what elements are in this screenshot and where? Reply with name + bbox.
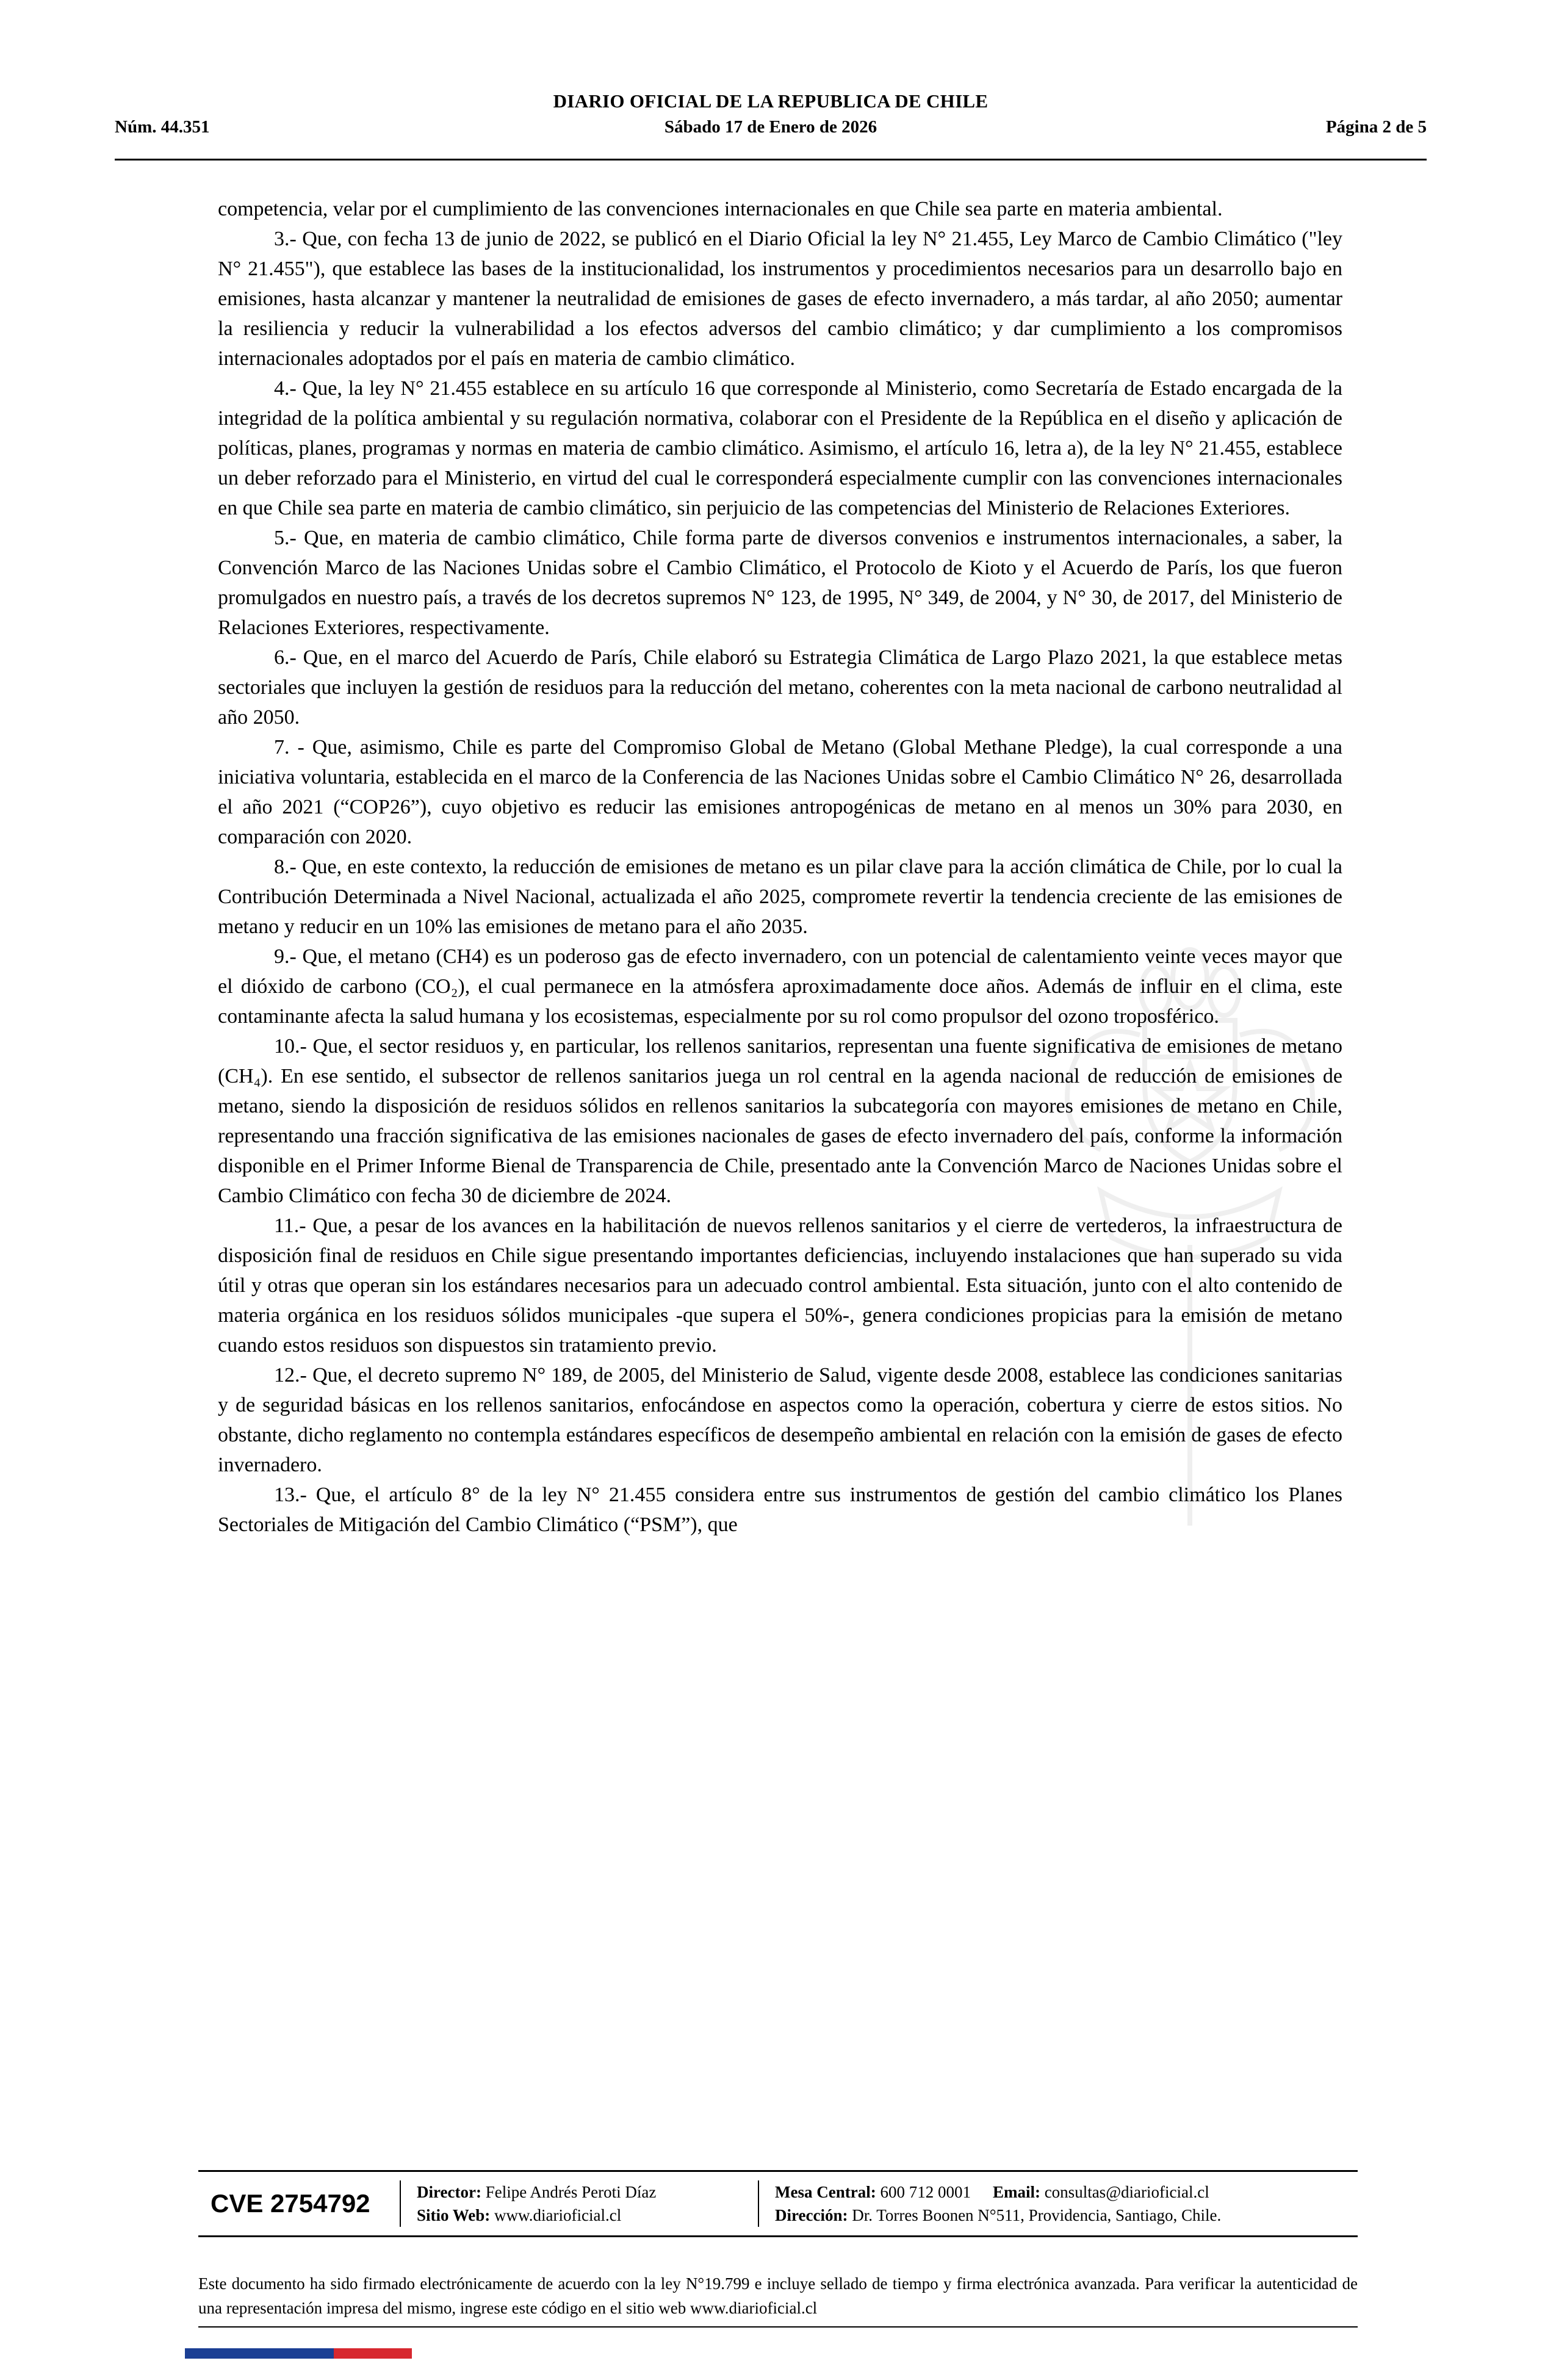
director-line xyxy=(417,2180,742,2204)
document-body xyxy=(218,194,1342,1540)
paragraph: 12.- Que, el decreto supremo N° 189, de 2005, del Ministerio de Salud, vigente desde 2008, establece las condiciones sanitarias y de seguridad básicas en los rellenos sanitarios, enfocándose en aspectos como la operación, cobertura y cierre de estos sitios. No obstante, dicho reglamento no contempla estándares específicos de desempeño ambiental en relación con la emisión de gases de efecto invernadero. xyxy=(218,1364,1342,1476)
header-divider xyxy=(115,159,1427,160)
header-center xyxy=(115,90,1427,137)
paragraph: 3.- Que, con fecha 13 de junio de 2022, se publicó en el Diario Oficial la ley N° 21.455, Ley Marco de Cambio Climático ("ley N° 21.455"), que establece las bases de la institucionalidad, los instrumentos y procedimientos necesarios para un desarrollo bajo en emisiones, hasta alcanzar y mantener la neutralidad de emisiones de gases de efecto invernadero, a más tardar, al año 2050; aumentar la resiliencia y reducir la vulnerabilidad a los efectos adversos del cambio climático; y dar cumplimiento a los compromisos internacionales adoptados por el país en materia de cambio climático. xyxy=(218,228,1342,370)
mesa-central-label: Mesa Central: xyxy=(775,2183,876,2201)
paragraph: 4.- Que, la ley N° 21.455 establece en su artículo 16 que corresponde al Ministerio, como Secretaría de Estado encargada de la integridad de la política ambiental y su regulación normativa, colaborar con el Presidente de la República en el diseño y aplicación de políticas, planes, programas y normas en materia de cambio climático. Asimismo, el artículo 16, letra a), de la ley N° 21.455, establece un deber reforzado para el Ministerio, en virtud del cual le corresponderá especialmente cumplir con las convenciones internacionales en que Chile sea parte en materia de cambio climático, sin perjuicio de las competencias del Ministerio de Relaciones Exteriores. xyxy=(218,377,1342,519)
cve-footer-box xyxy=(198,2170,1358,2237)
email-value: consultas@diarioficial.cl xyxy=(1044,2183,1209,2201)
sitio-web-value: www.diarioficial.cl xyxy=(494,2206,622,2224)
director-value: Felipe Andrés Peroti Díaz xyxy=(485,2183,657,2201)
page-header xyxy=(115,90,1427,137)
mesa-central-line xyxy=(775,2180,1342,2204)
direccion-line xyxy=(775,2204,1342,2227)
paragraph: 10.- Que, el sector residuos y, en particular, los rellenos sanitarios, representan una fuente significativa de emisiones de metano (CH₄). En ese sentido, el subsector de rellenos sanitarios juega un rol central en la agenda nacional de reducción de emisiones de metano, siendo la disposición de residuos sólidos en rellenos sanitarios la subcategoría con mayores emisiones de metano en Chile, representando una fracción significativa de las emisiones nacionales de gases de efecto invernadero del país, conforme la información disponible en el Primer Informe Bienal de Transparencia de Chile, presentado ante la Convención Marco de Naciones Unidas sobre el Cambio Climático con fecha 30 de diciembre de 2024. xyxy=(218,1035,1342,1207)
bottom-divider xyxy=(198,2326,1358,2328)
signature-disclaimer: Este documento ha sido firmado electrónicamente de acuerdo con la ley N°19.799 e incluye sellado de tiempo y firma electrónica avanzada. Para verificar la autenticidad de una representación impresa del mismo, ingrese este código en el sitio web www.diarioficial.cl xyxy=(198,2274,1358,2317)
direccion-value: Dr. Torres Boonen N°511, Providencia, Santiago, Chile. xyxy=(852,2206,1222,2224)
direccion-label: Dirección: xyxy=(775,2206,848,2224)
page-indicator: Página 2 de 5 xyxy=(1325,117,1427,137)
cve-number: CVE 2754792 xyxy=(211,2189,370,2218)
flag-bar-red-segment xyxy=(334,2348,412,2359)
sitio-web-label: Sitio Web: xyxy=(417,2206,491,2224)
paragraph: competencia, velar por el cumplimiento de las convenciones internacionales en que Chile sea parte en materia ambiental. xyxy=(218,198,1223,220)
publication-date: Sábado 17 de Enero de 2026 xyxy=(664,117,877,137)
flag-bar xyxy=(185,2348,412,2359)
email-label: Email: xyxy=(992,2183,1040,2201)
paragraph: 5.- Que, en materia de cambio climático, Chile forma parte de diversos convenios e instrumentos internacionales, a saber, la Convención Marco de las Naciones Unidas sobre el Cambio Climático, el Protocolo de Kioto y el Acuerdo de París, los que fueron promulgados en nuestro país, a través de los decretos supremos N° 123, de 1995, N° 349, de 2004, y N° 30, de 2017, del Ministerio de Relaciones Exteriores, respectivamente. xyxy=(218,527,1342,639)
paragraph: 6.- Que, en el marco del Acuerdo de París, Chile elaboró su Estrategia Climática de Largo Plazo 2021, la que establece metas sectoriales que incluyen la gestión de residuos para la reducción del metano, coherentes con la meta nacional de carbono neutralidad al año 2050. xyxy=(218,646,1342,729)
paragraph: 7. - Que, asimismo, Chile es parte del Compromiso Global de Metano (Global Methane Pledge), la cual corresponde a una iniciativa voluntaria, establecida en el marco de la Conferencia de las Naciones Unidas sobre el Cambio Climático N° 26, desarrollada el año 2021 (“COP26”), cuyo objetivo es reducir las emisiones antropogénicas de metano en al menos un 30% para 2030, en comparación con 2020. xyxy=(218,736,1342,848)
paragraph: 13.- Que, el artículo 8° de la ley N° 21.455 considera entre sus instrumentos de gestión del cambio climático los Planes Sectoriales de Mitigación del Cambio Climático (“PSM”), que xyxy=(218,1484,1342,1536)
director-label: Director: xyxy=(417,2183,481,2201)
sitio-web-line xyxy=(417,2204,742,2227)
mesa-central-value: 600 712 0001 xyxy=(880,2183,971,2201)
paragraph: 8.- Que, en este contexto, la reducción de emisiones de metano es un pilar clave para la acción climática de Chile, por lo cual la Contribución Determinada a Nivel Nacional, actualizada el año 2025, compromete revertir la tendencia creciente de las emisiones de metano y reducir en un 10% las emisiones de metano para el año 2035. xyxy=(218,856,1342,938)
footer-contact-column xyxy=(759,2180,1358,2227)
footer-director-column xyxy=(401,2180,758,2227)
paragraph: 9.- Que, el metano (CH4) es un poderoso gas de efecto invernadero, con un potencial de calentamiento veinte veces mayor que el dióxido de carbono (CO₂), el cual permanece en la atmósfera aproximadamente doce años. Además de influir en el clima, este contaminante afecta la salud humana y los ecosistemas, especialmente por su rol como propulsor del ozono troposférico. xyxy=(218,945,1342,1028)
flag-bar-blue-segment xyxy=(185,2348,334,2359)
publication-title: DIARIO OFICIAL DE LA REPUBLICA DE CHILE xyxy=(553,90,989,112)
issue-number: Núm. 44.351 xyxy=(115,117,210,137)
paragraph: 11.- Que, a pesar de los avances en la habilitación de nuevos rellenos sanitarios y el cierre de vertederos, la infraestructura de disposición final de residuos en Chile sigue presentando importantes deficiencias, incluyendo instalaciones que han superado su vida útil y otras que operan sin los estándares necesarios para un adecuado control ambiental. Esta situación, junto con el alto contenido de materia orgánica en los residuos sólidos municipales -que supera el 50%-, genera condiciones propicias para la emisión de metano cuando estos residuos son dispuestos sin tratamiento previo. xyxy=(218,1214,1342,1357)
